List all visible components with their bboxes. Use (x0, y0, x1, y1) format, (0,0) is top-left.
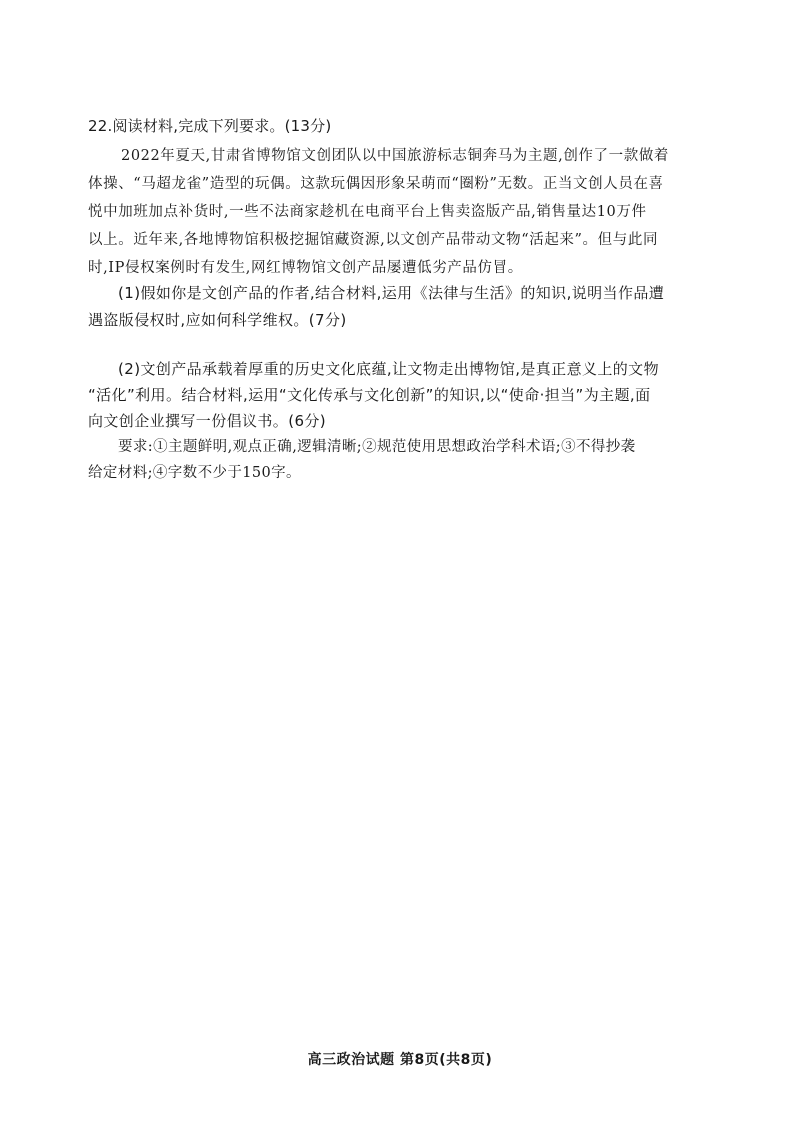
subquestion-2-line-3: 向文创企业撰写一份倡议书。(6分) (88, 412, 327, 430)
question-heading: 22.阅读材料,完成下列要求。(13分) (88, 117, 332, 135)
material-line-3: 悦中加班加点补货时,一些不法商家趁机在电商平台上售卖盗版产品,销售量达10万件 (88, 204, 647, 220)
material-line-1: 2022年夏天,甘肃省博物馆文创团队以中国旅游标志铜奔马为主题,创作了一款做着 (121, 148, 670, 164)
subquestion-2-line-2: “活化”利用。结合材料,运用“文化传承与文化创新”的知识,以“使命·担当”为主题,面 (88, 386, 651, 404)
subquestion-1-line-2: 遇盗版侵权时,应如何科学维权。(7分) (88, 311, 347, 329)
subquestion-1-line-1: (1)假如你是文创产品的作者,结合材料,运用《法律与生活》的知识,说明当作品遭 (118, 284, 665, 302)
material-line-4: 以上。近年来,各地博物馆积极挖掘馆藏资源,以文创产品带动文物“活起来”。但与此同 (88, 232, 659, 248)
subquestion-2-line-1: (2)文创产品承载着厚重的历史文化底蕴,让文物走出博物馆,是真正意义上的文物 (118, 360, 659, 378)
page-footer: 高三政治试题 第8页(共8页) (307, 1052, 493, 1068)
material-line-5: 时,IP侵权案例时有发生,网红博物馆文创产品屡遭低劣产品仿冒。 (88, 260, 523, 276)
requirements-line-2: 给定材料;④字数不少于150字。 (88, 465, 301, 481)
requirements-line-1: 要求:①主题鲜明,观点正确,逻辑清晰;②规范使用思想政治学科术语;③不得抄袭 (118, 439, 636, 455)
material-line-2: 体操、“马超龙雀”造型的玩偶。这款玩偶因形象呆萌而“圈粉”无数。正当文创人员在喜 (88, 176, 664, 192)
